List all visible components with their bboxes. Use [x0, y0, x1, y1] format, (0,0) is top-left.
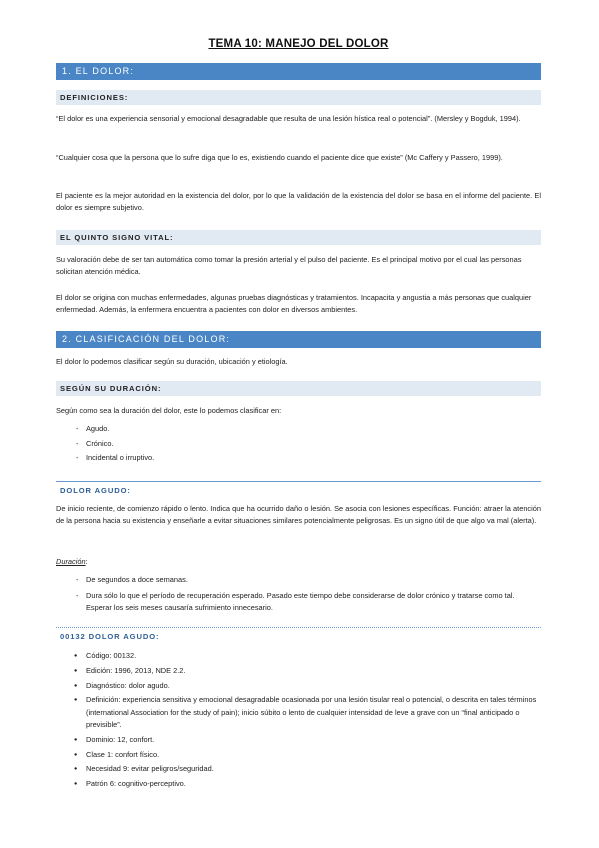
- list-item: ● Dominio: 12, confort.: [56, 734, 541, 746]
- list-item: ● Clase 1: confort físico.: [56, 749, 541, 761]
- list-item: ● Definición: experiencia sensitiva y emocional desagradable ocasionada por una lesión tisular real o potencial, o descrita en tales términos (international Association for the study of pain); inicio súbito o lento de cualquier intensidad de leve a grave con un “final anticipado o previsible”.: [56, 694, 541, 731]
- divider: [56, 481, 541, 482]
- list-item: - Incidental o irruptivo.: [56, 451, 541, 466]
- section-1-header: 1. EL DOLOR:: [56, 63, 541, 80]
- list-item: - Agudo.: [56, 422, 541, 437]
- list-item: ● Necesidad 9: evitar peligros/seguridad.: [56, 763, 541, 775]
- nanda-list: [56, 650, 541, 793]
- duration-label: Duración:: [56, 557, 88, 566]
- definition-2: “Cualquier cosa que la persona que lo sufre diga que lo es, existiendo cuando el paciente dice que existe” (Mc Caffery y Passero, 1999).: [56, 153, 503, 162]
- section-2-header: 2. CLASIFICACIÓN DEL DOLOR:: [56, 331, 541, 348]
- duration-list: [56, 422, 541, 466]
- classification-intro: El dolor lo podemos clasificar según su duración, ubicación y etiología.: [56, 357, 288, 366]
- page-title: TEMA 10: MANEJO DEL DOLOR: [208, 38, 389, 50]
- vital-sign-paragraph-1: Su valoración debe de ser tan automática como tomar la presión arterial y el pulso del paciente. Es el principal motivo por el cual las personas solicitan atención médica.: [56, 255, 522, 277]
- list-item: ● Edición: 1996, 2013, NDE 2.2.: [56, 665, 541, 677]
- definition-3: El paciente es la mejor autoridad en la existencia del dolor, por lo que la validación de la existencia del dolor se basa en el informe del paciente. El dolor es siempre subjetivo.: [56, 191, 541, 213]
- divider: [56, 627, 541, 628]
- acute-duration-list: [56, 574, 541, 618]
- definition-1: “El dolor es una experiencia sensorial y emocional desagradable que resulta de una lesión hística real o potencial”. (Mersley y Bogduk, 1994).: [56, 114, 521, 123]
- definiciones-heading: DEFINICIONES:: [56, 90, 541, 105]
- duration-intro: Según como sea la duración del dolor, este lo podemos clasificar en:: [56, 406, 282, 415]
- list-item: ● Diagnóstico: dolor agudo.: [56, 680, 541, 692]
- list-item: ● Código: 00132.: [56, 650, 541, 662]
- list-item: - Dura sólo lo que el período de recuperación esperado. Pasado este tiempo debe considerarse de dolor crónico y tratarse como tal. Esperar los seis meses causaría sufrimiento innecesario.: [56, 590, 541, 615]
- list-item: - Crónico.: [56, 437, 541, 452]
- nanda-heading: 00132 DOLOR AGUDO:: [60, 632, 160, 641]
- list-item: - De segundos a doce semanas.: [56, 574, 541, 587]
- vital-sign-paragraph-2: El dolor se origina con muchas enfermedades, algunas pruebas diagnósticas y tratamientos. Incapacita y angustia a más personas que cualquier enfermedad. Además, la enfermera encuentra a pacientes con dolor en diversos ambientes.: [56, 293, 532, 315]
- duration-heading: SEGÚN SU DURACIÓN:: [56, 381, 541, 396]
- acute-pain-text: De inicio reciente, de comienzo rápido o lento. Indica que ha ocurrido daño o lesión. Se asocia con lesiones específicas. Función: atraer la atención de la persona hacia su existencia y enseñarle a evitar situaciones similares potencialmente peligrosas. Es un signo útil de que algo va mal (alerta).: [56, 504, 541, 526]
- list-item: ● Patrón 6: cognitivo-perceptivo.: [56, 778, 541, 790]
- acute-pain-heading: DOLOR AGUDO:: [60, 486, 131, 495]
- vital-sign-heading: EL QUINTO SIGNO VITAL:: [56, 230, 541, 245]
